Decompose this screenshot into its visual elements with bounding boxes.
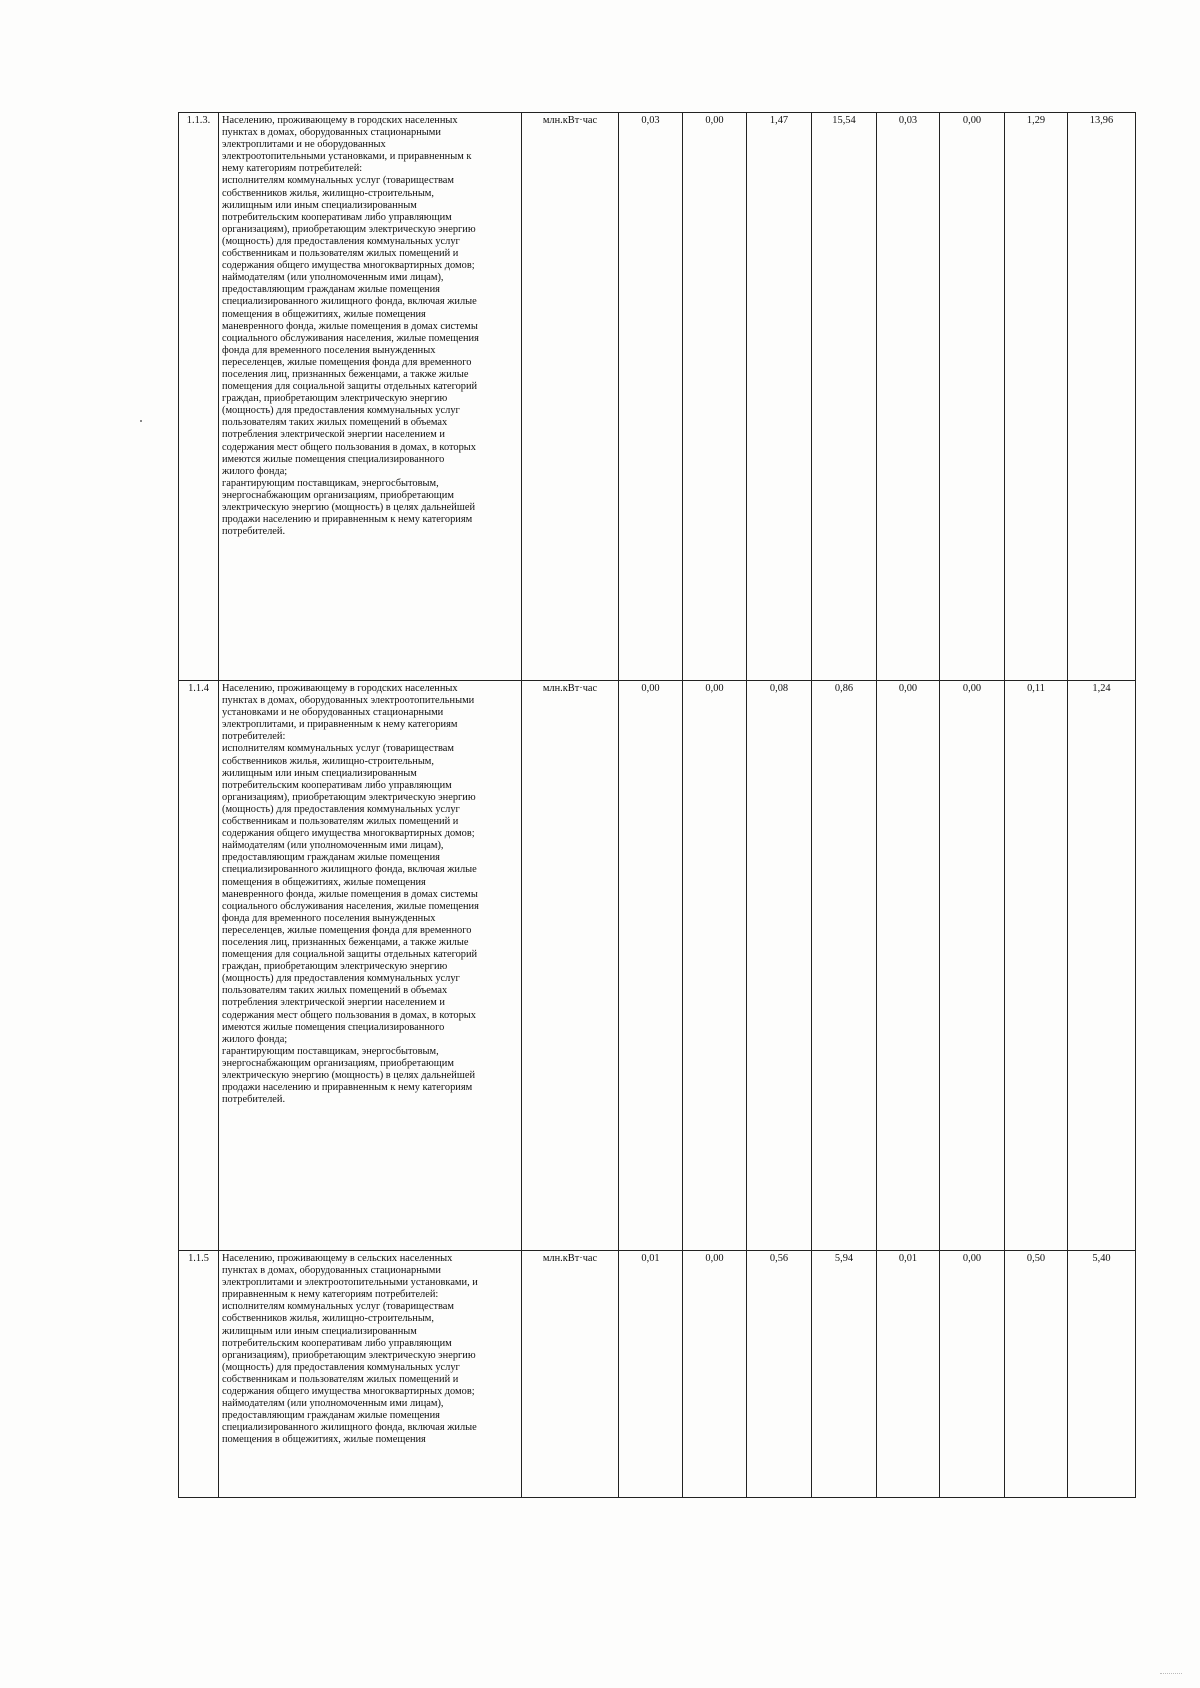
row-description: [219, 1251, 522, 1498]
value-cell: 0,00: [619, 681, 683, 1251]
value-cell: 0,01: [877, 1251, 940, 1498]
consumption-table: [178, 112, 1136, 1498]
table-row: [179, 113, 1136, 681]
row-description: [219, 681, 522, 1251]
value-cell: 5,94: [812, 1251, 877, 1498]
table-row: [179, 681, 1136, 1251]
description-text: Населению, проживающему в городских населенных пунктах в домах, оборудованных электроотопительными установками и не оборудованных стационарными электроплитами, и приравненным к нему категориям потребителей: исполнителям коммунальных услуг (товариществам собственников жилья, жилищно-строительным, жилищным или иным специализированным потребительским кооперативам либо управляющим организациям), приобретающим электрическую энергию (мощность) для предоставления коммунальных услуг собственникам и пользователям жилых помещений и содержания общего имущества многоквартирных домов; наймодателям (или уполномоченным ими лицам), предоставляющим гражданам жилые помещения специализированного жилищного фонда, включая жилые помещения в общежитиях, жилые помещения маневренного фонда, жилые помещения в домах системы социального обслуживания населения, жилые помещения фонда для временного поселения вынужденных переселенцев, жилые помещения фонда для временного поселения лиц, признанных беженцами, а также жилые помещения для социальной защиты отдельных категорий граждан, приобретающим электрическую энергию (мощность) для предоставления коммунальных услуг пользователям таких жилых помещений в объемах потребления электрической энергии населением и содержания мест общего пользования в домах, в которых имеются жилые помещения специализированного жилого фонда; гарантирующим поставщикам, энергосбытовым, энергоснабжающим организациям, приобретающим электрическую энергию (мощность) в целях дальнейшей продажи населению и приравненным к нему категориям потребителей.: [222, 683, 479, 1106]
value-cell: 0,00: [877, 681, 940, 1251]
scan-corner-mark: [1160, 1673, 1182, 1676]
row-number: 1.1.5: [179, 1251, 219, 1498]
value-cell: 0,08: [747, 681, 812, 1251]
value-cell: 0,00: [940, 1251, 1005, 1498]
description-text: Населению, проживающему в городских населенных пунктах в домах, оборудованных стационарными электроплитами и не оборудованных электроотопительными установками, и приравненным к нему категориям потребителей: исполнителям коммунальных услуг (товариществам собственников жилья, жилищно-строительным, жилищным или иным специализированным потребительским кооперативам либо управляющим организациям), приобретающим электрическую энергию (мощность) для предоставления коммунальных услуг собственникам и пользователям жилых помещений и содержания общего имущества многоквартирных домов; наймодателям (или уполномоченным ими лицам), предоставляющим гражданам жилые помещения специализированного жилищного фонда, включая жилые помещения в общежитиях, жилые помещения маневренного фонда, жилые помещения в домах системы социального обслуживания населения, жилые помещения фонда для временного поселения вынужденных переселенцев, жилые помещения фонда для временного поселения лиц, признанных беженцами, а также жилые помещения для социальной защиты отдельных категорий граждан, приобретающим электрическую энергию (мощность) для предоставления коммунальных услуг пользователям таких жилых помещений в объемах потребления электрической энергии населением и содержания мест общего пользования в домах, в которых имеются жилые помещения специализированного жилого фонда; гарантирующим поставщикам, энергосбытовым, энергоснабжающим организациям, приобретающим электрическую энергию (мощность) в целях дальнейшей продажи населению и приравненным к нему категориям потребителей.: [222, 115, 479, 538]
value-cell: 5,40: [1068, 1251, 1136, 1498]
value-cell: 0,00: [683, 113, 747, 681]
value-cell: 0,86: [812, 681, 877, 1251]
row-unit: млн.кВт·час: [522, 681, 619, 1251]
value-cell: 0,11: [1005, 681, 1068, 1251]
value-cell: 1,47: [747, 113, 812, 681]
value-cell: 0,00: [940, 681, 1005, 1251]
value-cell: 0,00: [940, 113, 1005, 681]
value-cell: 0,00: [683, 681, 747, 1251]
value-cell: 1,29: [1005, 113, 1068, 681]
value-cell: 0,03: [877, 113, 940, 681]
value-cell: 0,56: [747, 1251, 812, 1498]
row-number: 1.1.3.: [179, 113, 219, 681]
description-text: Населению, проживающему в сельских населенных пунктах в домах, оборудованных стационарными электроплитами и электроотопительными установками, и приравненным к нему категориям потребителей: исполнителям коммунальных услуг (товариществам собственников жилья, жилищно-строительным, жилищным или иным специализированным потребительским кооперативам либо управляющим организациям), приобретающим электрическую энергию (мощность) для предоставления коммунальных услуг собственникам и пользователям жилых помещений и содержания общего имущества многоквартирных домов; наймодателям (или уполномоченным ими лицам), предоставляющим гражданам жилые помещения специализированного жилищного фонда, включая жилые помещения в общежитиях, жилые помещения: [222, 1253, 478, 1446]
value-cell: 0,00: [683, 1251, 747, 1498]
table-row: [179, 1251, 1136, 1498]
value-cell: 0,03: [619, 113, 683, 681]
row-number: 1.1.4: [179, 681, 219, 1251]
row-description: [219, 113, 522, 681]
row-unit: млн.кВт·час: [522, 1251, 619, 1498]
row-unit: млн.кВт·час: [522, 113, 619, 681]
value-cell: 0,50: [1005, 1251, 1068, 1498]
scan-speck: [140, 420, 142, 422]
value-cell: 0,01: [619, 1251, 683, 1498]
value-cell: 15,54: [812, 113, 877, 681]
value-cell: 13,96: [1068, 113, 1136, 681]
value-cell: 1,24: [1068, 681, 1136, 1251]
